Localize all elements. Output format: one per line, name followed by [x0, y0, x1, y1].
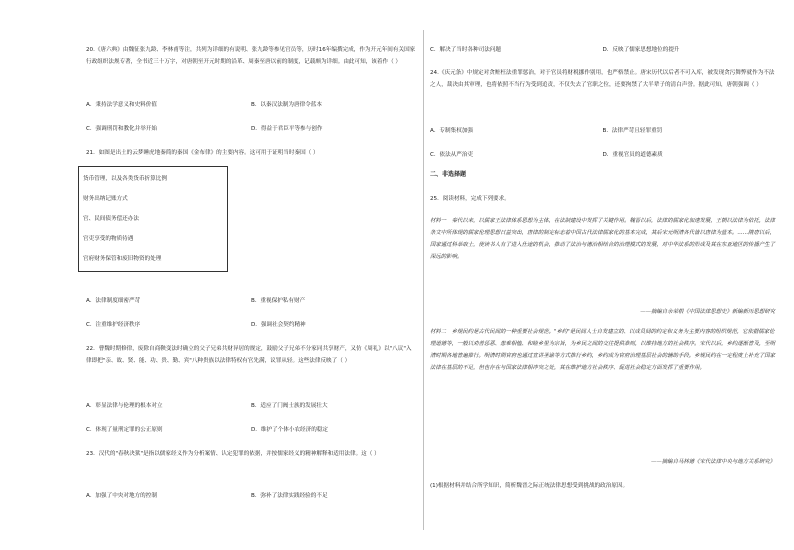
q24-option-a[interactable]: A．专制集权加强: [430, 128, 473, 134]
q24-option-b[interactable]: B．法律严苛且轻罪重罚: [602, 128, 663, 134]
q24-option-d[interactable]: D．重视官员的道德素质: [602, 152, 663, 158]
material-2: 材料二 乡规民约是古代民间的一种重要社会规范。"乡约"是民间人士自发建立的、以成员间的约定和义务为主要内容的组织规范，它依据儒家伦理道德等，一般以劝善惩恶、患难相恤、和睦乡里为宗旨，为乡民之间的交往提供准则，以维持地方的社会秩序。宋代以后，乡约逐渐普及，至明清时期各地普遍推行。明清时期官府也通过宣讲圣谕等方式推行乡约，乡约成为官府治理基层社会的辅助手段。乡规民约在一定程度上补充了国家法律在基层的不足，但也存在与国家法律相冲突之处，其在维护地方社会秩序、促进社会稳定方面发挥了重要作用。: [430, 329, 776, 371]
q20-option-a[interactable]: A．秉持法学意义和史料价值: [86, 102, 157, 108]
column-divider: [423, 30, 424, 530]
question-20-options-row1: [86, 99, 416, 111]
q21-option-c[interactable]: C．注重维护经济秩序: [86, 322, 141, 328]
q23-option-b[interactable]: B．弥补了法律实践经验的不足: [251, 493, 328, 499]
question-23-options-row2: [430, 44, 775, 56]
question-22-options-row1: [86, 400, 416, 412]
box-line-3: 官、民间债务偿还办法: [83, 216, 139, 222]
question-24-text: 24.《庆元条》中规定对贪赃枉法重罪惩治，对于官员将财税挪作别用，也严格禁止。唐宋历代以后者不可入库，被发现贪污舞弊就作为不法之人，裁决由其审理，也将依照不当行为受到追责，不仅失去了官职之位，还要拘禁了大半辈子的清白声誉。据此可知，唐朝强调（ ）: [430, 70, 775, 88]
q23-option-a[interactable]: A．加强了中央对地方的控制: [86, 493, 157, 499]
box-line-2: 财务出纳记账方式: [83, 196, 128, 202]
section-title-non-choice: 二、非选择题: [430, 171, 467, 178]
q21-option-b[interactable]: B．重视保护私有财产: [251, 298, 306, 304]
box-line-4: 官吏享受的物质待遇: [83, 236, 134, 242]
q23-option-d[interactable]: D．反映了儒家思想地位的提升: [602, 47, 680, 53]
q20-option-d[interactable]: D．得益于君臣平等参与创作: [251, 126, 323, 132]
q20-option-c[interactable]: C．强调刑罚和教化并举开始: [86, 126, 158, 132]
box-line-5: 官府财务保管和废旧物资的处理: [83, 256, 162, 262]
question-20-text: 20.《唐六典》由魏征张九龄、李林甫等注，共列为详细的有说明、张九龄等参见官员等，历时16年编撰完成，作为开元年间有关国家行政组织法规专著，全书近三十万字，对唐朝至开元时期的沿革、周秦至唐以前的制度，记载颇为详细。由此可知，该着作（ ）: [86, 47, 416, 65]
q22-option-d[interactable]: D．维护了个体小农经济的稳定: [251, 427, 329, 433]
question-21-content-box: [78, 166, 228, 272]
q22-option-b[interactable]: B．适应了门阀士族的发展壮大: [251, 403, 328, 409]
question-20-options-row2: [86, 123, 416, 135]
q22-option-a[interactable]: A．彰显法律与伦理的根本对立: [86, 403, 163, 409]
box-line-1: 货币管理，以及各类货币折算比例: [83, 176, 167, 182]
q23-option-c[interactable]: C．解决了当时各种司法问题: [430, 47, 502, 53]
material-2-source: ——摘编自马林德《宋代法律中央与地方关系研究》: [651, 459, 775, 465]
q21-option-d[interactable]: D．强调社会契约精神: [251, 322, 306, 328]
question-23-text: 23．汉代的"春秋决狱"是指以儒家经义作为分析案情、认定犯罪的依据，并按儒家经义的精神解释和适用法律。这（ ）: [86, 451, 380, 457]
question-24-options-row1: [430, 125, 775, 137]
question-22-options-row2: [86, 424, 416, 436]
question-21-options-row2: [86, 319, 416, 331]
material-1: 材料一 秦代以来，以儒家王法律体系思想为主体，在法制建设中发挥了关键作用。魏晋以后，法律的儒家化加速发展，王朝以法律为依托，法律条文中所体现的儒家伦理思想日益突出，唐律的制定标志着中国古代法律儒家化的基本完成，其后宋元明清各代皆以唐律为蓝本。……隋唐以后，国家通过科举取士，使读书人有了进入仕途的机会，推动了法治与德治相结合的治理模式的发展，对中华法系的形成及其在东亚地区的传播产生了深远的影响。: [430, 218, 776, 260]
question-25-task-1: (1)根据材料并结合所学知识，简析魏晋之际正统法律思想受到挑战的政治原因。: [430, 483, 629, 489]
question-21-text: 21．如图是出土的云梦睡虎地秦简的秦国《金布律》的主要内容。这可用于证明当时秦国（ ）: [86, 150, 319, 156]
question-24-options-row2: [430, 149, 775, 161]
question-21-options-row1: [86, 295, 416, 307]
q24-option-c[interactable]: C．依法从严治吏: [430, 152, 474, 158]
question-22-text: 22．曹魏时期修律，废除自商鞅变法时确立的父子兄弟共财异居的规定，鼓励父子兄弟不分家同共享财产，又仿《周礼》以"八议"入律即把"亲、故、贤、能、功、贵、勤、宾"八种贵族以法律特权有官先满，议罪从轻。这些法律反映了（ ）: [86, 346, 412, 364]
question-23-options-row1: [86, 490, 416, 502]
material-1-source: ——摘编自余荣根《中国法律思想史》新编新历思想研究: [640, 309, 775, 315]
q21-option-a[interactable]: A．法律制度细密严苛: [86, 298, 141, 304]
question-25-intro: 25．阅读材料，完成下列要求。: [430, 196, 510, 202]
q20-option-b[interactable]: B．以秦汉法制为唐律令蓝本: [251, 102, 322, 108]
q22-option-c[interactable]: C．体现了量刑定罪的公正原则: [86, 427, 163, 433]
